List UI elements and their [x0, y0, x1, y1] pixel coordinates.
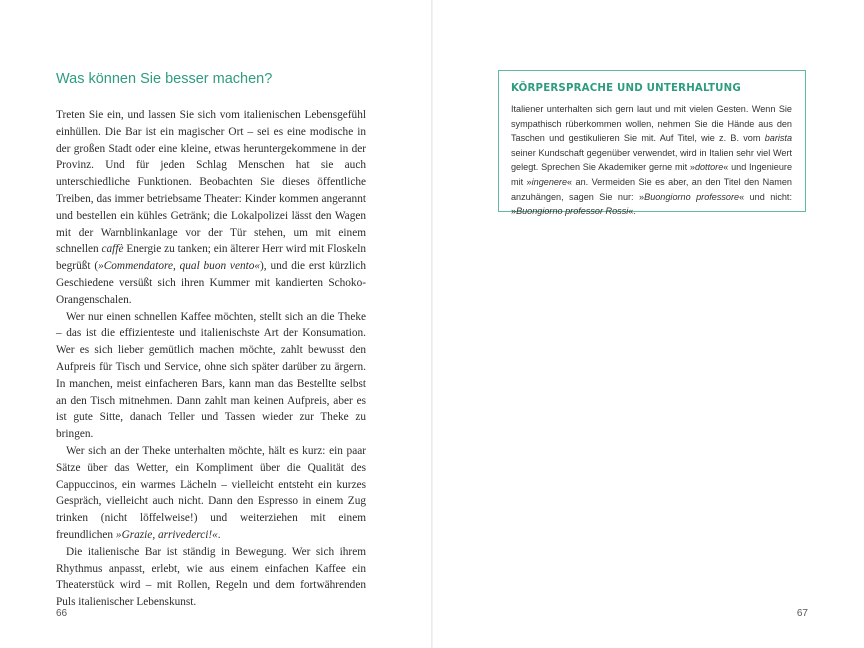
info-box-title: KÖRPERSPRACHE UND UNTERHALTUNG — [511, 83, 741, 94]
italic-text-run: »Grazie, arrivederci!« — [115, 528, 218, 541]
text-run: Energie zu tanken; ein älterer Herr wird mit Floskeln begrüßt ( — [56, 243, 366, 273]
info-box-text — [511, 102, 792, 219]
text-run: « und Ingenieure mit » — [511, 162, 792, 187]
paragraph — [56, 544, 366, 611]
text-run: seiner Kundschaft gegenüber verwendet, wird in Italien sehr viel Wert gelegt. Sprechen Sie Akademiker gerne mit » — [511, 147, 792, 173]
text-run: « an. Vermeiden Sie es aber, an den Titel den Namen anzuhängen, sagen Sie nur: » — [511, 176, 792, 202]
right-page — [432, 0, 864, 648]
text-run: ), und die erst kürzlich Geschiedene versüßt sich ihren Kummer mit kandierten Schoko-Orangenschalen. — [56, 260, 366, 306]
italic-text-run: Buongiorno professore — [644, 191, 740, 202]
text-run: «. — [628, 206, 636, 217]
italic-text-run: barista — [764, 133, 792, 144]
paragraph — [56, 309, 366, 443]
section-heading: Was können Sie besser machen? — [56, 71, 273, 87]
paragraph — [56, 443, 366, 544]
text-run: Italiener unterhalten sich gern laut und mit vielen Gesten. Wenn Sie sympathisch rüberkommen wollen, nehmen Sie die Hände aus den Taschen und gestikulieren Sie mit. Auf Titel, wie z. B. vom — [511, 104, 792, 144]
text-run: Wer sich an der Theke unterhalten möchte, hält es kurz: ein paar Sätze über das Wetter, ein Kompliment über die Qualität des Cappuccinos, ein warmes Lächeln – vielleicht entsteht ein kurzes Gespräch, vielleicht auch nicht. Dann den Espresso in einem Zug trinken (nicht löffelweise!) und weiterziehen mit einem freundlichen — [56, 444, 366, 541]
text-run: Die italienische Bar ist ständig in Bewegung. Wer sich ihrem Rhythmus anpasst, erlebt, wie aus einem einfachen Kaffee ein Theaterstück wird – mit Rollen, Regeln und dem fortwährenden Puls italienischer Lebenskunst. — [56, 545, 366, 609]
text-run: Wer nur einen schnellen Kaffee möchten, stellt sich an die Theke – das ist die effizienteste und italienischste Art der Konsumation. Wer es sich lieber gemütlich machen möchte, zahlt bewusst den Aufpreis für Tisch und Service, ohne sich später darüber zu ärgern. In manchen, meist einfacheren Bars, kann man das Bestellte selbst an den Tisch mitnehmen. Dann zahlt man keinen Aufpreis, aber es ist gute Sitte, danach Teller und Tassen wieder zur Theke zu bringen. — [56, 310, 366, 441]
text-run: . — [217, 528, 221, 541]
italic-text-run: dottore — [694, 162, 724, 173]
text-run: « und nicht: » — [511, 191, 792, 217]
info-box — [498, 70, 806, 217]
page-number-right: 67 — [796, 608, 808, 619]
italic-text-run: ingenere — [531, 176, 568, 187]
paragraph — [56, 107, 366, 309]
italic-text-run: »Commendatore, qual buon vento« — [98, 260, 261, 273]
page-number-left: 66 — [56, 608, 68, 619]
italic-text-run: caffè — [101, 243, 124, 256]
italic-text-run: Buongiorno professor Rossi — [516, 206, 629, 217]
text-run: Treten Sie ein, und lassen Sie sich vom italienischen Lebensgefühl einhüllen. Die Bar ist ein magischer Ort – sei es eine modische in der großen Stadt oder eine kleine, etwas heruntergekommene in der Provinz. Und für jeden Schlag Menschen hat sie auch unterschiedliche Funktionen. Beobachten Sie dieses öffentliche Treiben, das immer betriebsame Theater: Kinder kommen angerannt und bestellen ein kühles Getränk; die Lokalpolizei lässt den Wagen mit der Warnblinkanlage vor der Tür stehen, um mit einem schnellen — [56, 109, 366, 256]
body-text — [56, 107, 366, 611]
